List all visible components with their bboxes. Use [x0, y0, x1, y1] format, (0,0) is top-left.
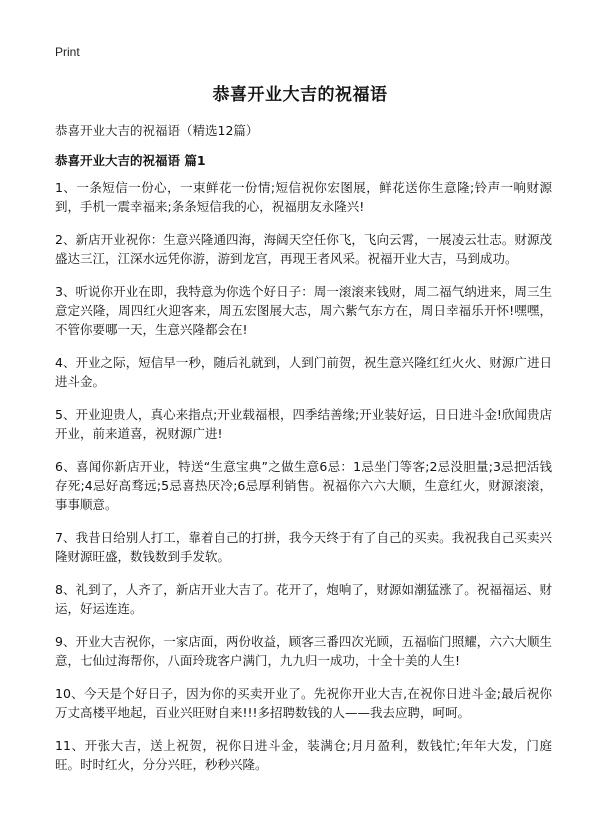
blessing-entry-4: 4、开业之际，短信早一秒，随后礼就到，人到门前贺，祝生意兴隆红红火火、财源广进日进斗金。	[55, 355, 552, 389]
blessing-entry-9: 9、开业大吉祝你，一家店面，两份收益，顾客三番四次光顾，五福临门照耀，六六大顺生意，七仙过海帮你，八面玲珑客户满门，九九归一成功，十全十美的人生!	[55, 634, 552, 668]
blessing-entry-6: 6、喜闻你新店开业，特送“生意宝典”之做生意6忌：1忌坐门等客;2忌没胆量;3忌把活钱存死;4忌好高骛远;5忌喜热厌冷;6忌厚利销售。祝福你六六大顺，生意红火，财源滚滚，事事顺意。	[55, 459, 552, 512]
blessing-entry-2: 2、新店开业祝你：生意兴隆通四海，海阔天空任你飞，飞向云霄，一展凌云壮志。财源茂盛达三江，江深水远凭你游，游到龙宫，再现王者风采。祝福开业大吉，马到成功。	[55, 232, 552, 266]
blessing-entry-8: 8、礼到了，人齐了，新店开业大吉了。花开了，炮响了，财源如潮猛涨了。祝福福运、财运，好运连连。	[55, 582, 552, 616]
document-subtitle: 恭喜开业大吉的祝福语（精选12篇）	[55, 123, 259, 138]
page-title: 恭喜开业大吉的祝福语	[212, 85, 388, 105]
print-link[interactable]: Print	[55, 45, 80, 59]
blessing-entry-5: 5、开业迎贵人，真心来指点;开业载福根，四季结善缘;开业装好运，日日进斗金!欣闻贵店开业，前来道喜，祝财源广进!	[55, 407, 552, 441]
blessing-entry-1: 1、一条短信一份心，一束鲜花一份情;短信祝你宏图展，鲜花送你生意隆;铃声一响财源到，手机一震幸福来;条条短信我的心，祝福朋友永隆兴!	[55, 180, 552, 214]
section-heading: 恭喜开业大吉的祝福语 篇1	[55, 153, 206, 168]
blessing-entry-11: 11、开张大吉，送上祝贺，祝你日进斗金，装满仓;月月盈利，数钱忙;年年大发，门庭旺。时时红火，分分兴旺，秒秒兴隆。	[55, 738, 552, 772]
blessing-list	[55, 178, 552, 788]
blessing-entry-10: 10、今天是个好日子，因为你的买卖开业了。先祝你开业大吉,在祝你日进斗金;最后祝你万丈高楼平地起，百业兴旺财自来!!!多招聘数钱的人——我去应聘，呵呵。	[55, 686, 552, 720]
blessing-entry-3: 3、听说你开业在即，我特意为你选个好日子：周一滚滚来钱财，周二福气纳进来，周三生意定兴隆，周四红火迎客来，周五宏图展大志，周六紫气东方在，周日幸福乐开怀!嘿嘿，不管你要哪一天，生意兴隆都会在!	[55, 284, 552, 337]
blessing-entry-7: 7、我昔日给别人打工，靠着自己的打拼，我今天终于有了自己的买卖。我祝我自己买卖兴隆财源旺盛，数钱数到手发软。	[55, 530, 552, 564]
